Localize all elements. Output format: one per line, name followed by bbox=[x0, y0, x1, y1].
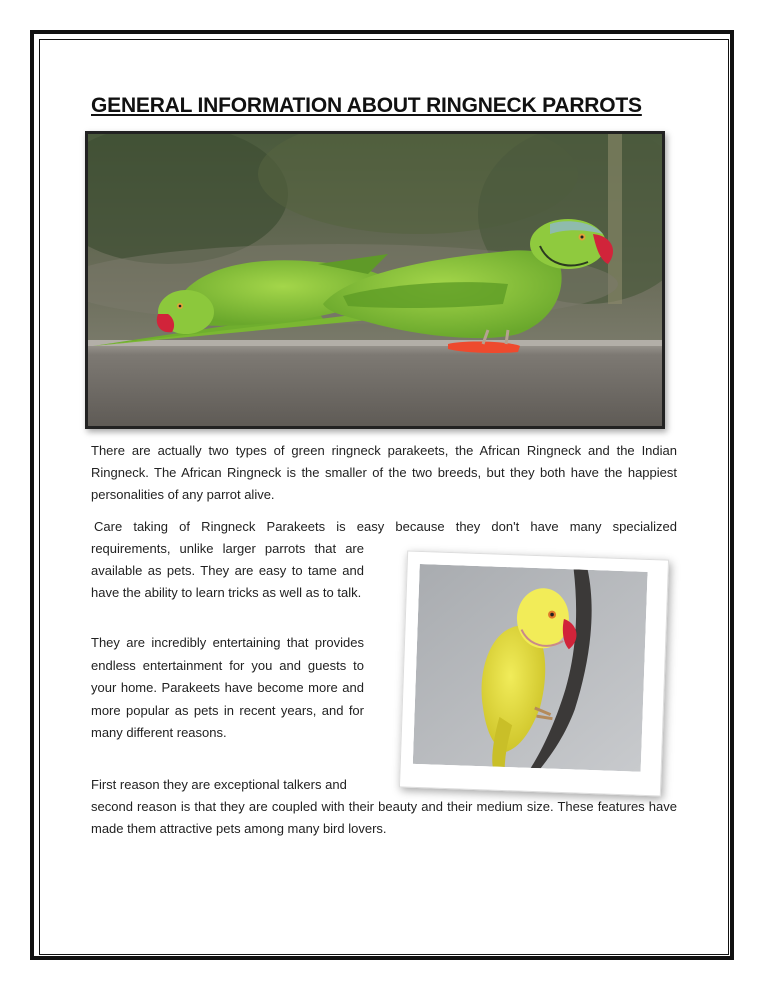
reasons-paragraph-first-line: First reason they are exceptional talkers and bbox=[91, 777, 347, 792]
care-paragraph-continued: requirements, unlike larger parrots that are available as pets. They are easy to tame and have the ability to learn tricks as well as to talk. bbox=[91, 541, 364, 600]
yellow-parrot-photo-frame bbox=[399, 551, 669, 797]
reasons-paragraph-continued: second reason is that they are coupled with their beauty and their medium size. These features have made them attractive pets among many bird lovers. bbox=[91, 799, 677, 836]
green-parrots-illustration bbox=[88, 134, 662, 426]
yellow-parrot-photo bbox=[413, 564, 648, 772]
care-paragraph-first-line: Care taking of Ringneck Parakeets is easy because they don't have many specialized bbox=[94, 519, 677, 534]
page-title: GENERAL INFORMATION ABOUT RINGNECK PARROTS bbox=[91, 94, 642, 117]
yellow-parrot-illustration bbox=[413, 564, 648, 772]
entertainment-paragraph: They are incredibly entertaining that provides endless entertainment for you and guests to your home. Parakeets have become more and more popular as pets in recent years, and for many different reasons. bbox=[91, 635, 364, 740]
intro-paragraph: There are actually two types of green ringneck parakeets, the African Ringneck and the Indian Ringneck. The African Ringneck is the smaller of the two breeds, but they both have the happiest personalities of any parrot alive. bbox=[91, 443, 677, 502]
hero-image-green-parrots bbox=[85, 131, 665, 429]
